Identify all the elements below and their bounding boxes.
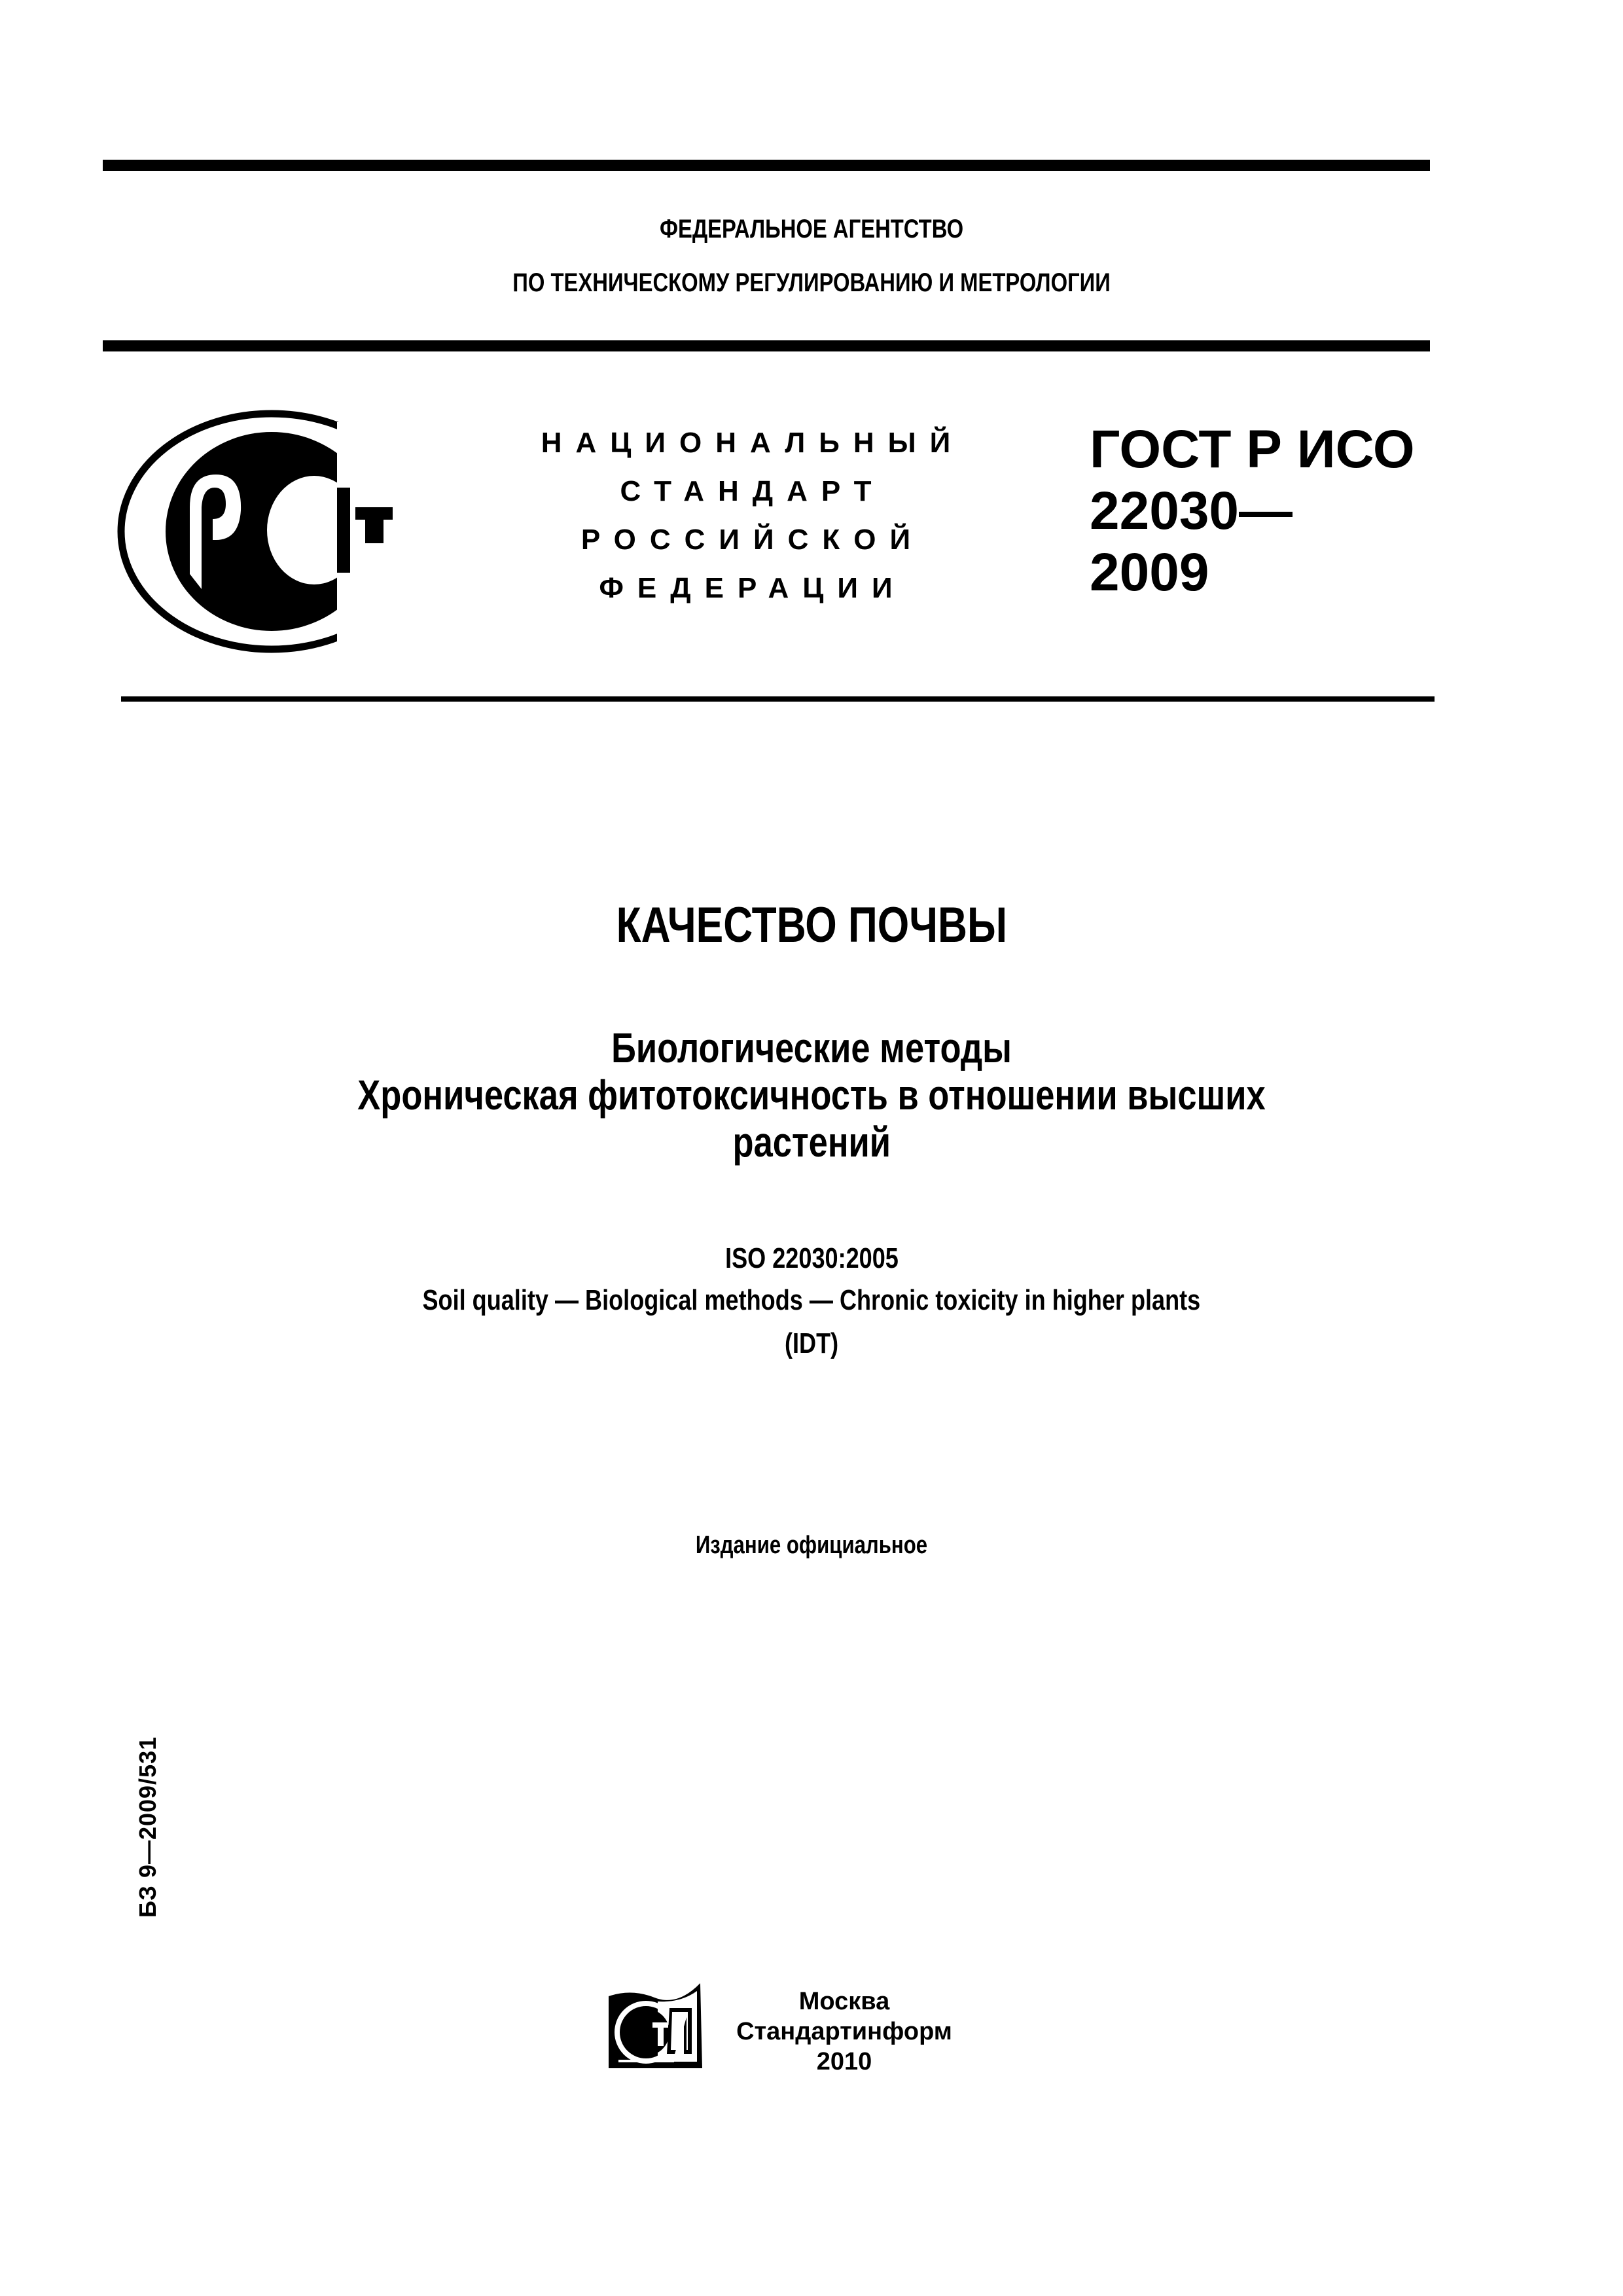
document-subtitle-line: Хроническая фитотоксичность в отношении высших [357, 1071, 1266, 1119]
national-line: ФЕДЕРАЦИИ [599, 572, 906, 604]
standartinform-sti-logo-icon [605, 1977, 707, 2068]
iso-equivalence: (IDT) [784, 1327, 839, 1359]
top-rule [103, 160, 1430, 171]
designation-line: 2009 [1090, 543, 1209, 602]
designation-line: ГОСТ Р ИСО [1090, 420, 1415, 479]
national-standard-label [524, 419, 982, 613]
header-bottom-rule [103, 340, 1430, 351]
national-line: НАЦИОНАЛЬНЫЙ [541, 427, 965, 459]
agency-name-line-1: ФЕДЕРАЛЬНОЕ АГЕНТСТВО [659, 215, 964, 243]
standard-designation [1090, 419, 1415, 603]
iso-number: ISO 22030:2005 [724, 1242, 899, 1274]
document-subtitle-line: Биологические методы [611, 1024, 1012, 1071]
publisher-info [726, 1986, 962, 2077]
iso-title: Soil quality — Biological methods — Chronic toxicity in higher plants [422, 1284, 1201, 1316]
agency-name-line-2: ПО ТЕХНИЧЕСКОМУ РЕГУЛИРОВАНИЮ И МЕТРОЛОГИИ [512, 268, 1111, 297]
gost-r-conformity-mark-icon [115, 409, 429, 655]
publisher-name: Стандартинформ [736, 2018, 952, 2045]
standard-block-rule [121, 696, 1435, 702]
document-title: КАЧЕСТВО ПОЧВЫ [616, 897, 1007, 953]
document-subtitle-line: растений [732, 1119, 891, 1166]
national-line: СТАНДАРТ [620, 475, 885, 507]
publisher-city: Москва [798, 1988, 890, 2015]
publication-year: 2010 [816, 2048, 872, 2075]
edition-label: Издание официальное [695, 1532, 928, 1559]
designation-line: 22030— [1090, 481, 1293, 541]
national-line: РОССИЙСКОЙ [580, 524, 925, 556]
catalog-code: БЗ 9—2009/531 [134, 1736, 161, 1918]
